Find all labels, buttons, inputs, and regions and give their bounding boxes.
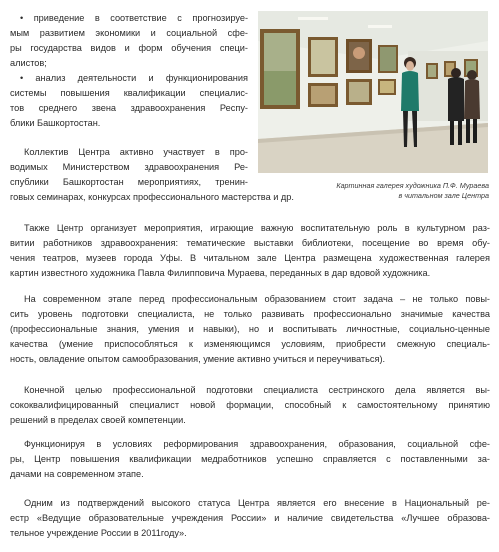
paragraph: Коллектив Центра активно участвует в про- водимых Министерством здравоохранения Ре- спублики Башкортостан мероприятиях, тренин- [10, 147, 248, 187]
paragraph: Одним из подтверждений высокого статуса Центра является его внесение в Национальный ре- естр «Ведущие образовательные учреждения России» и наличие свидетельства «Лучшее образова- тельное учреждение России в 2011году». [10, 498, 490, 538]
photo-caption: Картинная галерея художника П.Ф. Мураева в читальном зале Центра [336, 181, 489, 200]
paragraph: Конечной целью профессиональной подготовки специалиста сестринского дела является вы- сококвалифицированный специалист новой формации, способный к самостоятельному принятию решений в пределах своей компетенции. [10, 385, 490, 425]
paragraph: Также Центр организует мероприятия, играющие важную воспитательную роль в культурном раз- витии работников здравоохранения: тематические выставки библиотеки, посещение во время обу- чения театров, музеев города Уфы. В читальном зале Центра размещена художественная галерея картин известного художника Павла Филипповича Мураева, переданных в дар вдовой художника. [10, 223, 490, 278]
gallery-photo [258, 11, 488, 173]
painting [378, 45, 398, 73]
painting [346, 79, 372, 105]
paragraph-continuation: говых семинарах, конкурсах профессионального мастерства и др. [10, 192, 294, 202]
list-item: • анализ деятельности и функционирования системы повышения квалификации специалис- тов среднего звена здравоохранения Респу- блики Башкортостан. [10, 73, 248, 128]
painting [346, 39, 372, 73]
list-item: • приведение в соответствие с прогнозируе- мым развитием экономики и социальной сфе- ры государства видов и форм обучения специ- алистов; [10, 13, 248, 68]
paragraph: На современном этапе перед профессиональным образованием стоит задача – не только повы- сить уровень подготовки специалиста, не только развивать профессионально значимые качества (профессиональные знания, умения и навыки), но и воспитывать личностные, социально-ценные качества (умение приспособляться к изменяющимся условиям, приобрести смежную специаль- ность, овладение опытом самообразования, умение активно учиться и переучиваться). [10, 294, 490, 364]
painting [308, 37, 338, 77]
painting [308, 83, 338, 107]
painting [378, 79, 396, 95]
painting [260, 29, 300, 109]
paragraph: Функционируя в условиях реформирования здравоохранения, образования, социальной сфе- ры, Центр повышения квалификации медработников успешно справляется с поставленными за- дачами на современном этапе. [10, 439, 490, 479]
